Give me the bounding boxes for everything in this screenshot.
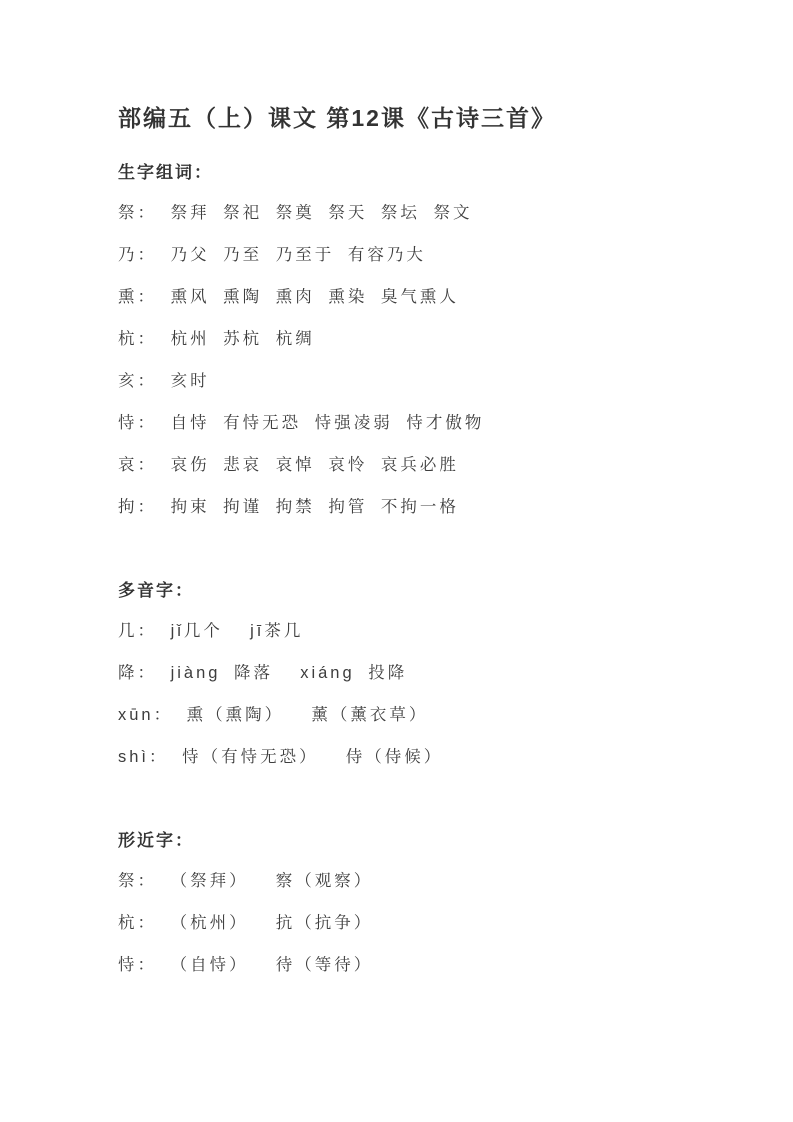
word-line: 亥： 亥时 — [118, 372, 210, 390]
word-line: xūn： 熏（熏陶） 薰（薰衣草） — [118, 706, 429, 724]
page-title: 部编五（上）课文 第12课《古诗三首》 — [118, 105, 556, 131]
word-line: 祭： 祭拜 祭祀 祭奠 祭天 祭坛 祭文 — [118, 204, 473, 222]
section-heading: 多音字： — [118, 581, 194, 600]
word-line: 杭： 杭州 苏杭 杭绸 — [118, 330, 315, 348]
section-lines — [118, 610, 723, 778]
word-line: 杭： （杭州） 抗（抗争） — [118, 914, 374, 932]
word-line: shì： 恃（有恃无恐） 侍（侍候） — [118, 748, 444, 766]
section-heading: 生字组词： — [118, 163, 213, 182]
word-line: 恃： 自恃 有恃无恐 恃强凌弱 恃才傲物 — [118, 414, 485, 432]
section-heading: 形近字： — [118, 831, 194, 850]
section-lines — [118, 192, 723, 528]
word-line: 乃： 乃父 乃至 乃至于 有容乃大 — [118, 246, 426, 264]
word-line: 降： jiàng 降落 xiáng 投降 — [118, 664, 408, 682]
word-line: 哀： 哀伤 悲哀 哀悼 哀怜 哀兵必胜 — [118, 456, 459, 474]
word-line: 祭： （祭拜） 察（观察） — [118, 872, 374, 890]
section-polyphones — [118, 580, 723, 778]
word-line: 恃： （自恃） 待（等待） — [118, 956, 374, 974]
word-line: 拘： 拘束 拘谨 拘禁 拘管 不拘一格 — [118, 498, 459, 516]
section-new-words — [118, 162, 723, 528]
word-line: 熏： 熏风 熏陶 熏肉 熏染 臭气熏人 — [118, 288, 459, 306]
word-line: 几： jǐ几个 jī茶几 — [118, 622, 304, 640]
section-similar-characters — [118, 830, 723, 986]
section-lines — [118, 860, 723, 986]
